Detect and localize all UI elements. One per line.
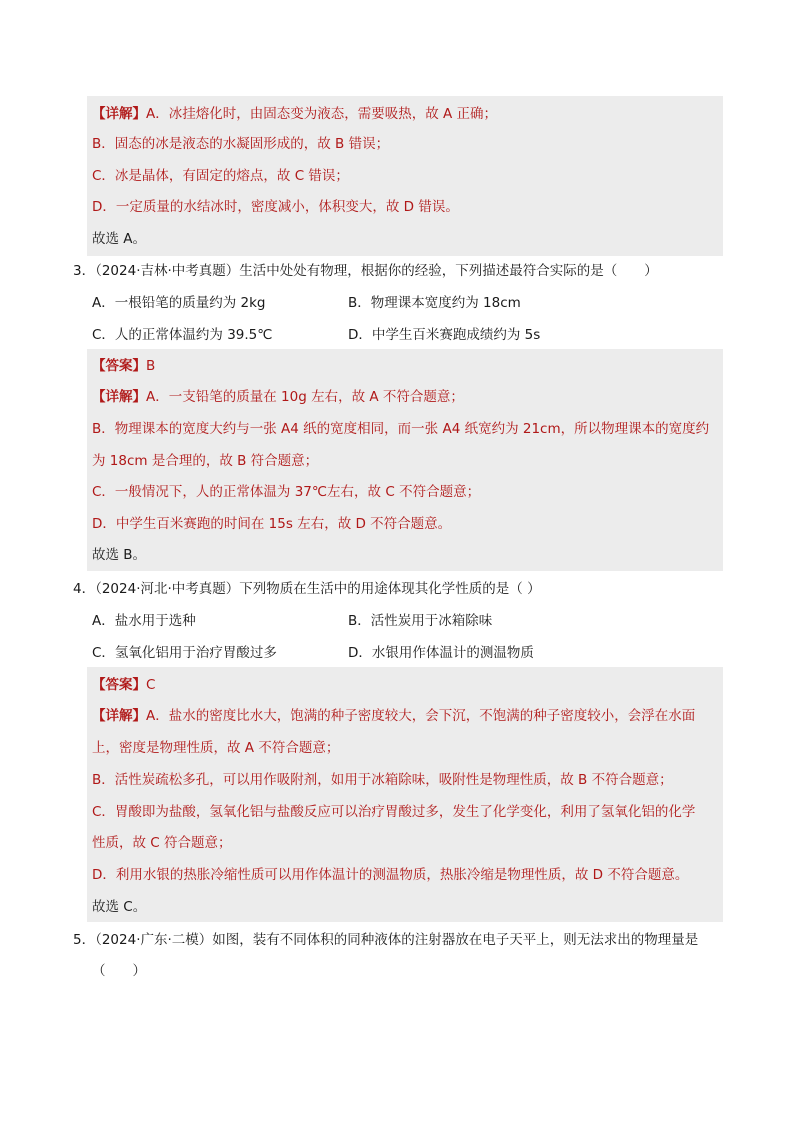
q4-stem: 4．（2024·河北·中考真题）下列物质在生活中的用途体现其化学性质的是（ ）	[73, 581, 541, 597]
q4-detail-line-6: D．利用水银的热胀冷缩性质可以用作体温计的测温物质，热胀冷缩是物理性质，故 D 不符合题意。	[92, 867, 689, 883]
q3-detail-line-2: B．物理课本的宽度大约与一张 A4 纸的宽度相同，而一张 A4 纸宽约为 21cm，所以物理课本的宽度约	[92, 421, 710, 437]
q4-detail-line-2: 上，密度是物理性质，故 A 不符合题意；	[92, 740, 340, 756]
q3-option-b: B．物理课本宽度约为 18cm	[348, 295, 521, 311]
q2-detail-line-4: D．一定质量的水结冰时，密度减小，体积变大，故 D 错误。	[92, 199, 459, 215]
q3-detail-line-5: D．中学生百米赛跑的时间在 15s 左右，故 D 不符合题意。	[92, 516, 452, 532]
q4-detail-line-5: 性质，故 C 符合题意；	[92, 835, 232, 851]
q3-option-d: D．中学生百米赛跑成绩约为 5s	[348, 327, 541, 343]
q3-detail-line-3: 为 18cm 是合理的，故 B 符合题意；	[92, 453, 319, 469]
q2-conclusion: 故选 A。	[92, 231, 147, 247]
q2-detail-line-1: 【详解】A．冰挂熔化时，由固态变为液态，需要吸热，故 A 正确；	[92, 106, 498, 122]
q3-option-a: A．一根铅笔的质量约为 2kg	[92, 295, 266, 311]
q2-detail-line-2: B．固态的冰是液态的水凝固形成的，故 B 错误；	[92, 136, 390, 152]
q4-answer: 【答案】C	[92, 677, 156, 693]
q3-answer: 【答案】B	[92, 358, 156, 374]
q5-stem-line-2: （ ）	[92, 963, 146, 979]
q4-option-c: C．氢氧化铝用于治疗胃酸过多	[92, 645, 277, 661]
q4-detail-line-4: C．胃酸即为盐酸，氢氧化铝与盐酸反应可以治疗胃酸过多，发生了化学变化，利用了氢氧化铝的化学	[92, 804, 696, 820]
q3-detail-line-1: 【详解】A．一支铅笔的质量在 10g 左右，故 A 不符合题意；	[92, 389, 464, 405]
q4-solution-block	[87, 667, 723, 922]
q4-detail-line-3: B．活性炭疏松多孔，可以用作吸附剂，如用于冰箱除味，吸附性是物理性质，故 B 不符合题意；	[92, 772, 673, 788]
q3-option-c: C．人的正常体温约为 39.5℃	[92, 327, 273, 343]
q2-detail-line-3: C．冰是晶体，有固定的熔点，故 C 错误；	[92, 168, 349, 184]
q4-detail-line-1: 【详解】A．盐水的密度比水大，饱满的种子密度较大，会下沉，不饱满的种子密度较小，会浮在水面	[92, 708, 696, 724]
q3-conclusion: 故选 B。	[92, 547, 147, 563]
q4-option-d: D．水银用作体温计的测温物质	[348, 645, 534, 661]
q3-solution-block	[87, 349, 723, 571]
q5-stem-line-1: 5．（2024·广东·二模）如图，装有不同体积的同种液体的注射器放在电子天平上，则无法求出的物理量是	[73, 932, 699, 948]
q3-detail-line-4: C．一般情况下，人的正常体温为 37℃左右，故 C 不符合题意；	[92, 484, 481, 500]
q4-option-b: B．活性炭用于冰箱除味	[348, 613, 493, 629]
detail-tag: 【详解】	[92, 106, 146, 122]
q3-stem: 3．（2024·吉林·中考真题）生活中处处有物理，根据你的经验，下列描述最符合实际的是（ ）	[73, 263, 658, 279]
q2-detail-block	[87, 96, 723, 256]
q4-conclusion: 故选 C。	[92, 899, 147, 915]
q4-option-a: A．盐水用于选种	[92, 613, 196, 629]
